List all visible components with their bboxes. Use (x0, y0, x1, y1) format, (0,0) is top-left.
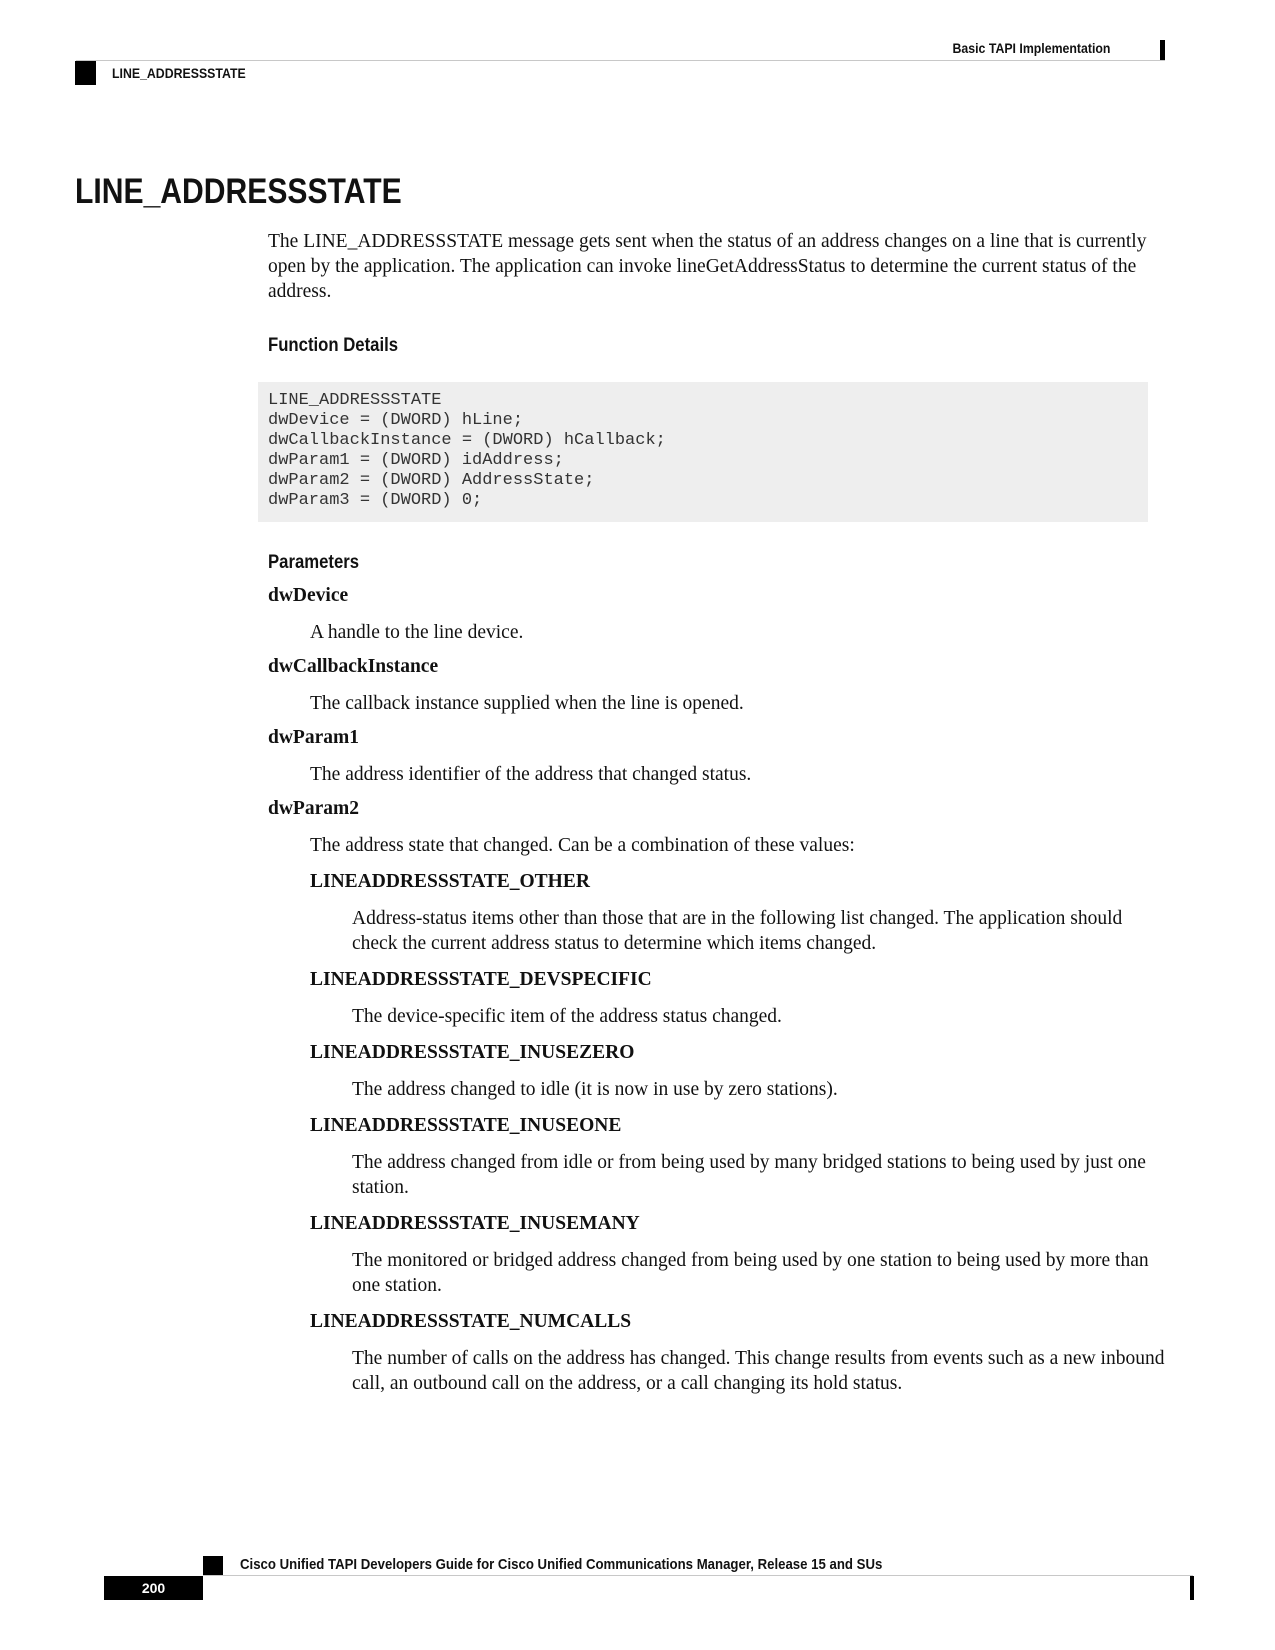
parameters-heading: Parameters (268, 552, 360, 573)
footer-rule (203, 1575, 1193, 1576)
value-term-inusemany: LINEADDRESSSTATE_INUSEMANY (310, 1213, 640, 1234)
function-details-heading: Function Details (268, 335, 399, 356)
footer-guide-title: Cisco Unified TAPI Developers Guide for Cisco Unified Communications Manager, Release 15 and SUs (240, 1556, 883, 1573)
page-title: LINE_ADDRESSSTATE (75, 172, 402, 211)
main-content (268, 229, 1168, 1396)
footer-marker-block (203, 1556, 223, 1575)
code-line: dwCallbackInstance = (DWORD) hCallback; (268, 431, 666, 450)
value-desc-devspecific: The device-specific item of the address status changed. (352, 1006, 782, 1027)
param-desc-dwcallbackinstance: The callback instance supplied when the line is opened. (310, 693, 744, 714)
value-desc-numcalls: The number of calls on the address has changed. This change results from events such as a new inbound call, an outbound call on the address, or a call changing its hold status. (352, 1348, 1165, 1394)
code-block (258, 382, 1148, 522)
header-marker-block (75, 61, 96, 85)
page-number: 200 (104, 1576, 203, 1600)
value-desc-inuseone: The address changed from idle or from being used by many bridged stations to being used by just one station. (352, 1152, 1146, 1198)
code-line: dwDevice = (DWORD) hLine; (268, 411, 524, 430)
param-term-dwdevice: dwDevice (268, 585, 349, 606)
value-term-inusezero: LINEADDRESSSTATE_INUSEZERO (310, 1042, 635, 1063)
value-term-devspecific: LINEADDRESSSTATE_DEVSPECIFIC (310, 969, 652, 990)
code-line: dwParam3 = (DWORD) 0; (268, 491, 483, 510)
param-term-dwparam2: dwParam2 (268, 798, 359, 819)
value-desc-inusemany: The monitored or bridged address changed from being used by one station to being used by more than one station. (352, 1250, 1149, 1296)
value-desc-inusezero: The address changed to idle (it is now in use by zero stations). (352, 1079, 838, 1100)
value-term-inuseone: LINEADDRESSSTATE_INUSEONE (310, 1115, 622, 1136)
code-line: LINE_ADDRESSSTATE (268, 391, 442, 410)
param-desc-dwdevice: A handle to the line device. (310, 622, 524, 643)
value-desc-other: Address-status items other than those that are in the following list changed. The application should check the current address status to determine which items changed. (352, 908, 1123, 954)
header-marker-bar (1160, 40, 1165, 61)
param-term-dwparam1: dwParam1 (268, 727, 359, 748)
intro-paragraph: The LINE_ADDRESSSTATE message gets sent when the status of an address changes on a line that is currently open by the application. The application can invoke lineGetAddressStatus to determine the current status of the address. (268, 231, 1147, 302)
code-line: dwParam2 = (DWORD) AddressState; (268, 471, 595, 490)
header-rule (76, 60, 1165, 61)
value-term-numcalls: LINEADDRESSSTATE_NUMCALLS (310, 1311, 632, 1332)
value-term-other: LINEADDRESSSTATE_OTHER (310, 871, 590, 892)
chapter-title: Basic TAPI Implementation (952, 40, 1110, 56)
param-desc-dwparam2: The address state that changed. Can be a combination of these values: (310, 835, 855, 856)
param-term-dwcallbackinstance: dwCallbackInstance (268, 656, 439, 677)
section-title: LINE_ADDRESSSTATE (112, 65, 246, 81)
footer-marker-bar (1190, 1576, 1194, 1600)
param-desc-dwparam1: The address identifier of the address that changed status. (310, 764, 752, 785)
code-line: dwParam1 = (DWORD) idAddress; (268, 451, 564, 470)
